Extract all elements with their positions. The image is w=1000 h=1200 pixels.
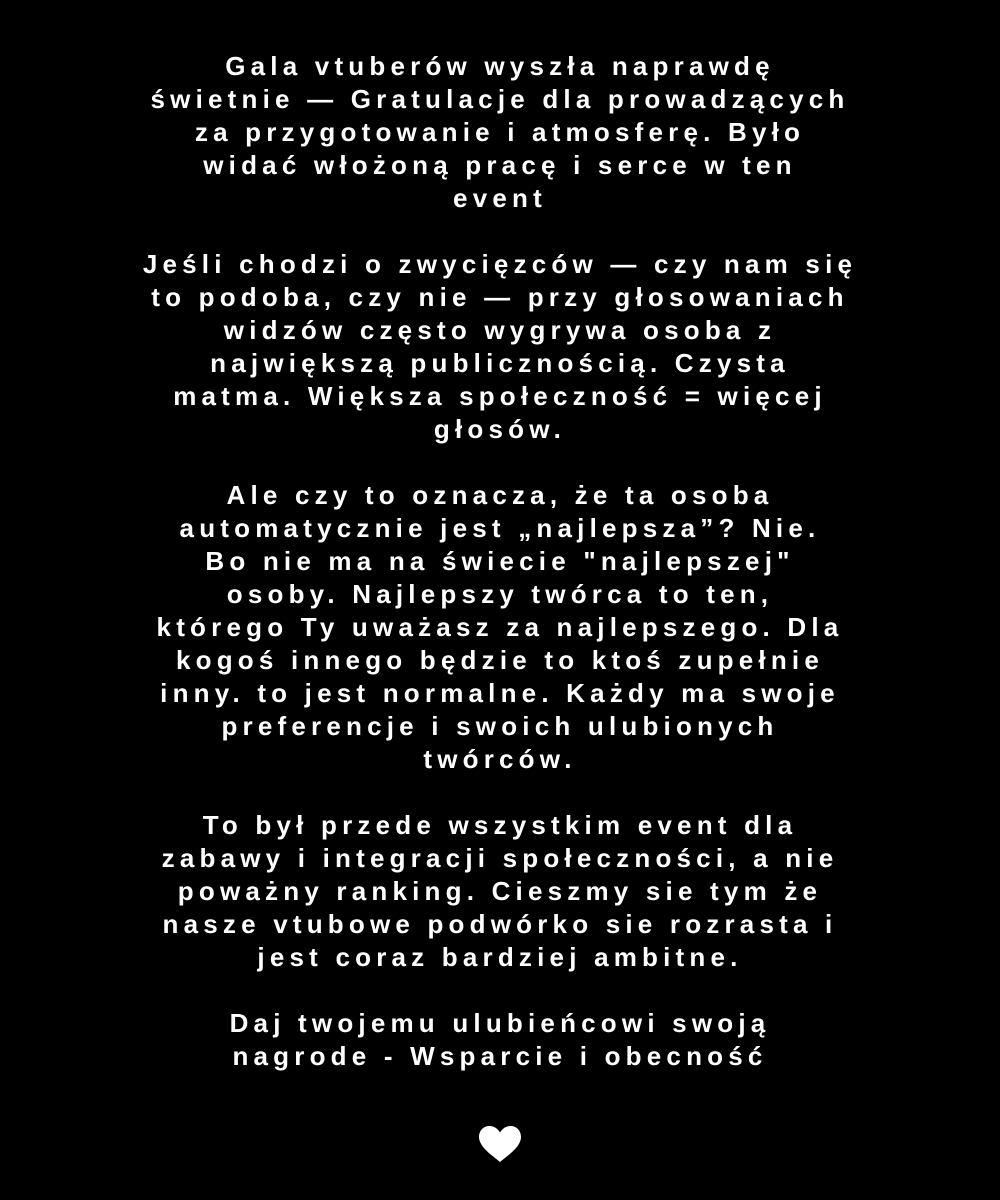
text-line: jest coraz bardziej ambitne. — [257, 942, 743, 972]
text-line: którego Ty uważasz za najlepszego. Dla — [156, 612, 844, 642]
paragraph-5 — [90, 1007, 910, 1073]
heart-icon-svg — [477, 1124, 523, 1164]
text-line: Bo nie ma na świecie "najlepszej" — [205, 546, 795, 576]
text-line: preferencje i swoich ulubionych — [221, 711, 779, 741]
heart-icon — [477, 1124, 523, 1164]
text-line: widzów często wygrywa osoba z — [223, 315, 777, 345]
text-line: twórców. — [423, 744, 577, 774]
text-line: nagrode - Wsparcie i obecność — [232, 1041, 768, 1071]
text-line: Ale czy to oznacza, że ta osoba — [226, 480, 774, 510]
text-line: nasze vtubowe podwórko sie rozrasta i — [162, 909, 838, 939]
paragraph-3 — [90, 479, 910, 776]
text-line: świetnie — Gratulacje dla prowadzących — [150, 84, 850, 114]
text-line: głosów. — [433, 414, 567, 444]
text-line: kogoś innego będzie to ktoś zupełnie — [175, 645, 824, 675]
text-line: osoby. Najlepszy twórca to ten, — [226, 579, 774, 609]
text-line: automatycznie jest „najlepsza”? Nie. — [179, 513, 821, 543]
text-line: To był przede wszystkim event dla — [202, 810, 798, 840]
paragraph-4 — [90, 809, 910, 974]
paragraph-2 — [90, 248, 910, 446]
text-line: inny. to jest normalne. Każdy ma swoje — [160, 678, 840, 708]
text-line: event — [453, 183, 547, 213]
text-line: Jeśli chodzi o zwycięzców — czy nam się — [142, 249, 858, 279]
text-line: poważny ranking. Cieszmy sie tym że — [177, 876, 823, 906]
text-line: Daj twojemu ulubieńcowi swoją — [229, 1008, 771, 1038]
post-text — [90, 50, 910, 1106]
text-line: zabawy i integracji społeczności, a nie — [161, 843, 839, 873]
text-line: to podoba, czy nie — przy głosowaniach — [151, 282, 849, 312]
text-line: Gala vtuberów wyszła naprawdę — [225, 51, 775, 81]
paragraph-1 — [90, 50, 910, 215]
text-line: za przygotowanie i atmosferę. Było — [194, 117, 806, 147]
text-line: widać włożoną pracę i serce w ten — [203, 150, 797, 180]
text-line: matma. Większa społeczność = więcej — [173, 381, 827, 411]
text-line: największą publicznością. Czysta — [210, 348, 790, 378]
